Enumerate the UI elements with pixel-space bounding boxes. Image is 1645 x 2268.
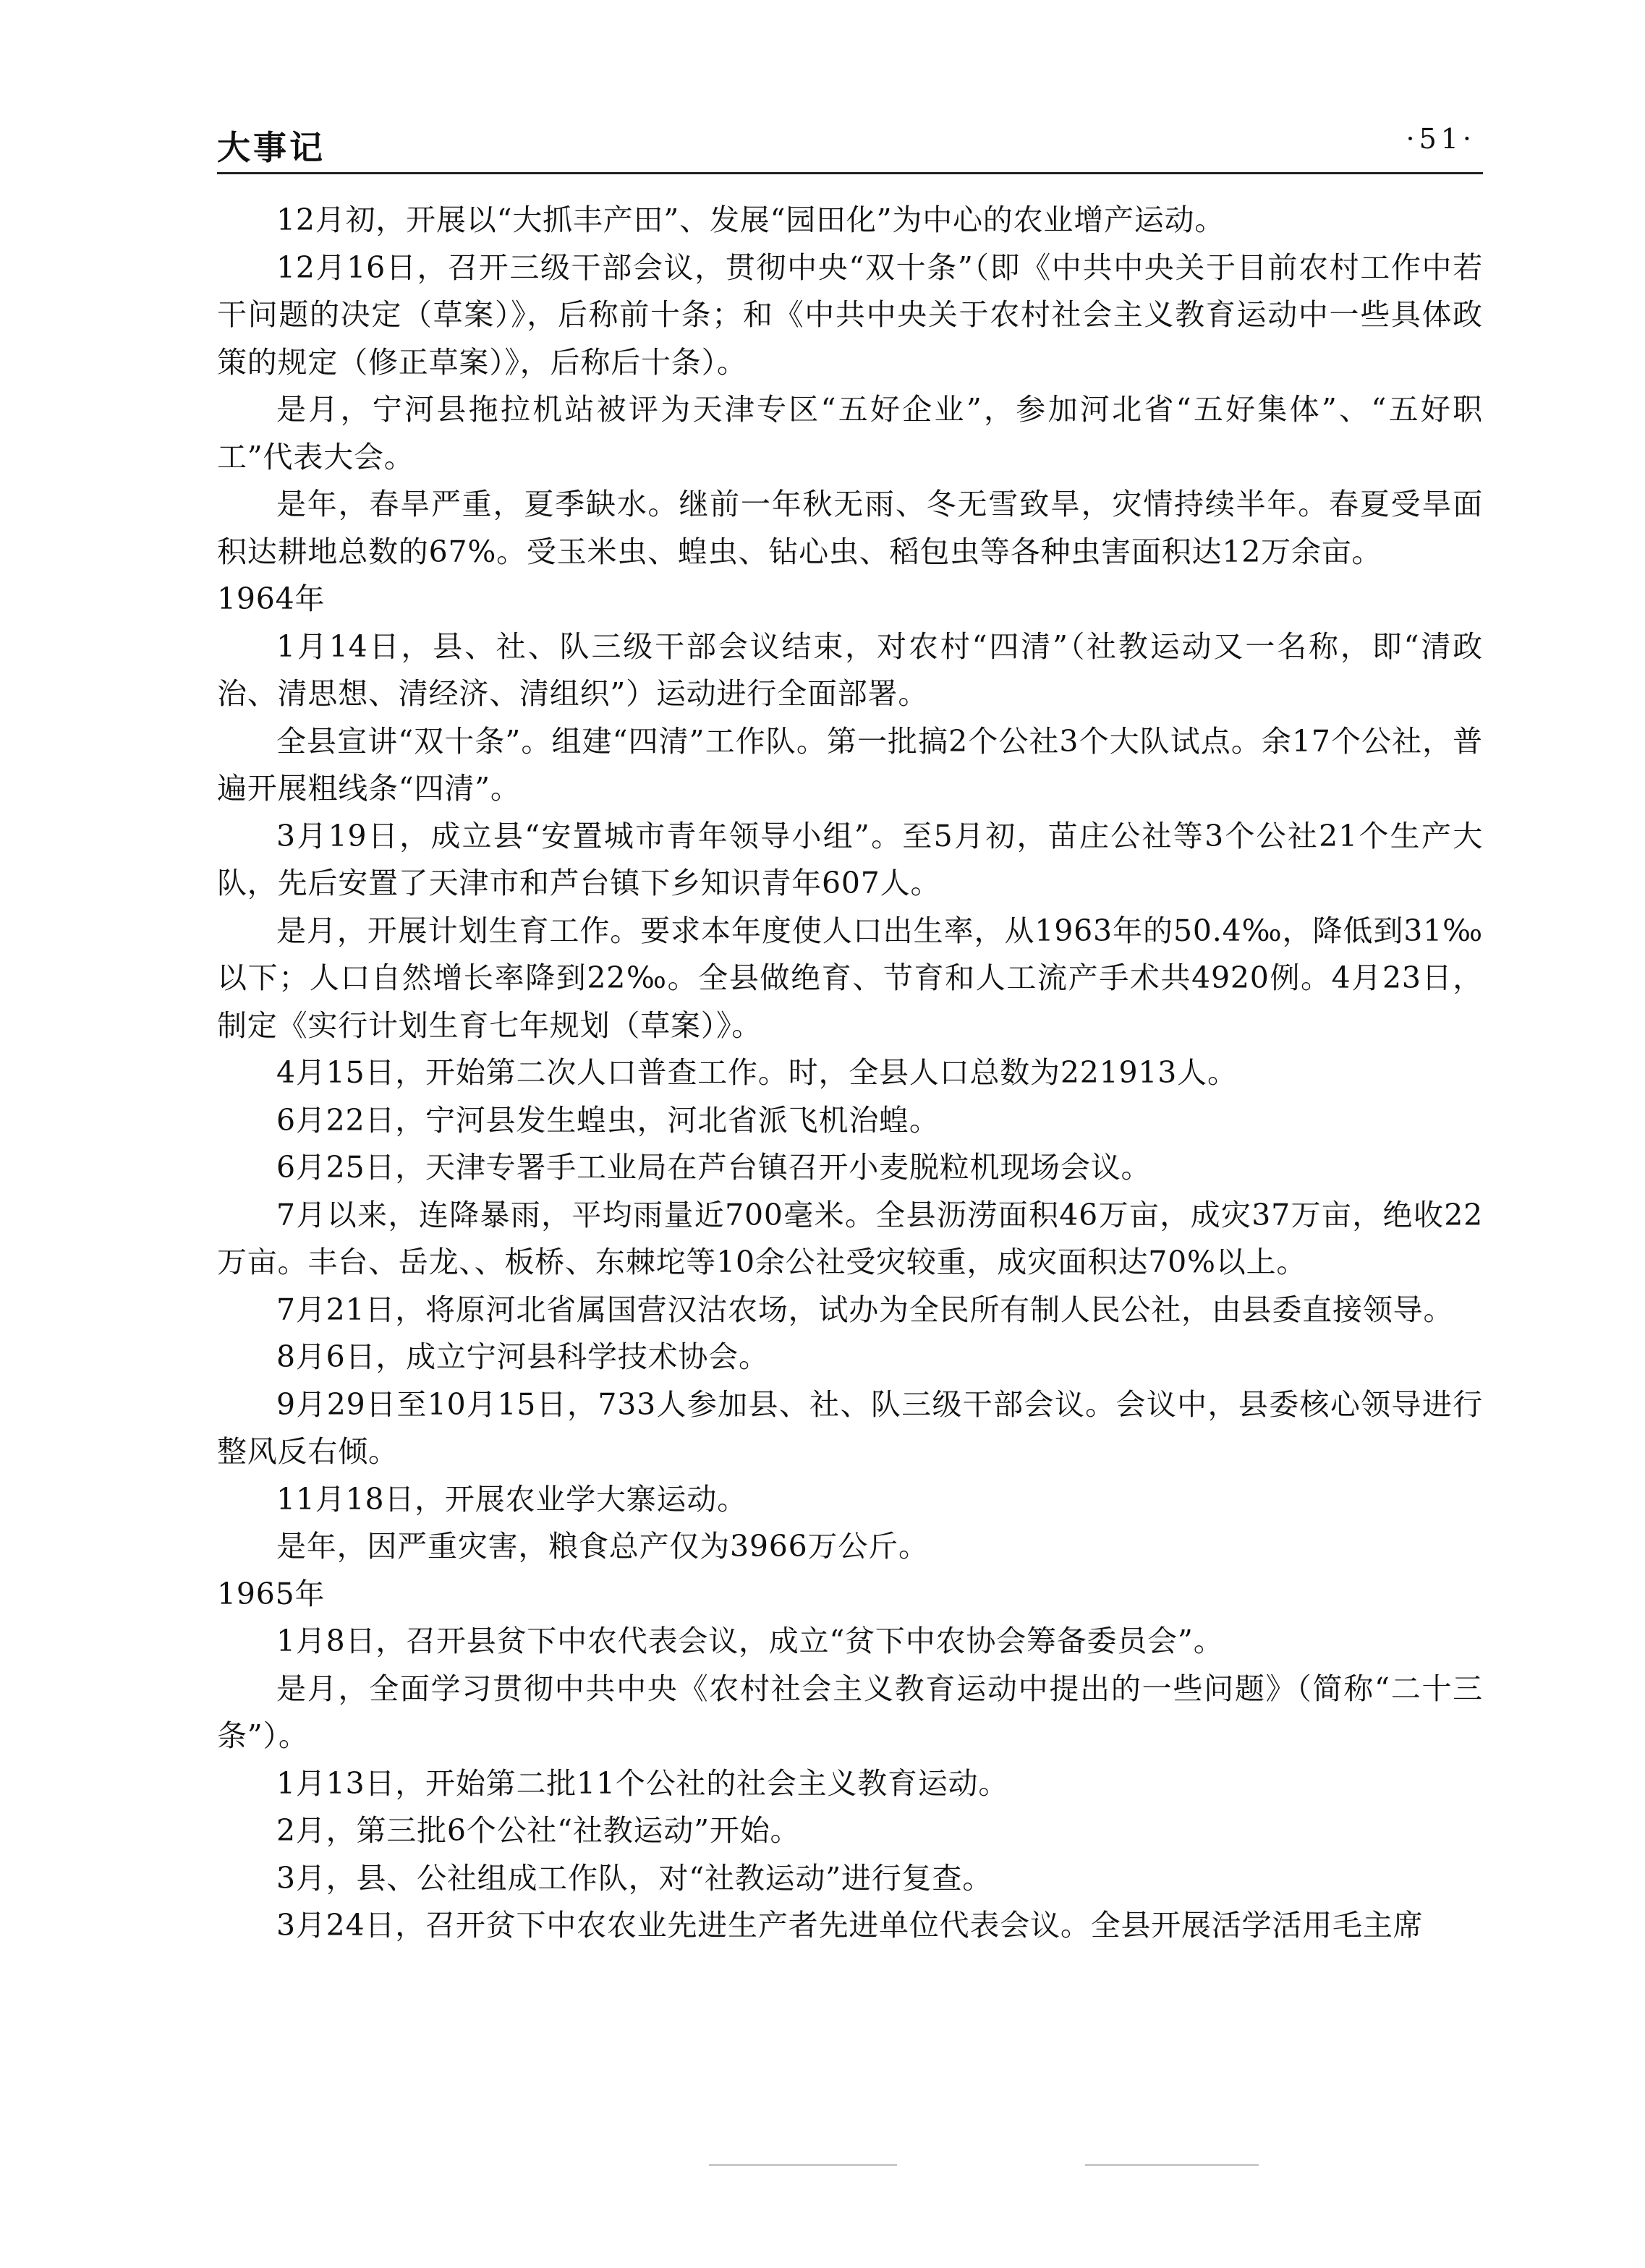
chronicle-entry: 1月8日，召开县贫下中农代表会议，成立“贫下中农协会筹备委员会”。 xyxy=(276,1624,1224,1658)
chronicle-entry: 6月25日，天津专署手工业局在芦台镇召开小麦脱粒机现场会议。 xyxy=(276,1150,1152,1185)
chronicle-entry: 2月，第三批6个公社“社教运动”开始。 xyxy=(276,1813,801,1848)
chronicle-entry: 1月14日，县、社、队三级干部会议结束，对农村“四清”（社教运动又一名称，即“清政治、清思想、清经济、清组织”）运动进行全面部署。 xyxy=(217,628,1483,711)
chronicle-entry: 11月18日，开展农业学大寨运动。 xyxy=(276,1481,747,1517)
running-title: 大事记 xyxy=(217,128,326,167)
scan-smudge xyxy=(709,2164,897,2166)
chronicle-entry: 12月16日，召开三级干部会议，贯彻中央“双十条”（即《中共中央关于目前农村工作中若干问题的决定（草案）》，后称前十条；和《中共中央关于农村社会主义教育运动中一些具体政策的规定（修正草案）》，后称后十条）。 xyxy=(217,250,1483,380)
chronicle-entry: 是月，开展计划生育工作。要求本年度使人口出生率，从1963年的50.4‰，降低到31‰以下；人口自然增长率降到22‰。全县做绝育、节育和人工流产手术共4920例。4月23日，制定《实行计划生育七年规划（草案）》。 xyxy=(217,913,1483,1043)
chronicle-entry: 3月19日，成立县“安置城市青年领导小组”。至5月初，苗庄公社等3个公社21个生产大队，先后安置了天津市和芦台镇下乡知识青年607人。 xyxy=(217,818,1483,900)
chronicle-entry: 7月以来，连降暴雨，平均雨量近700毫米。全县沥涝面积46万亩，成灾37万亩，绝收22万亩。丰台、岳龙、、板桥、东棘坨等10余公社受灾较重，成灾面积达70%以上。 xyxy=(217,1197,1483,1279)
chronicle-entry: 是月，宁河县拖拉机站被评为天津专区“五好企业”，参加河北省“五好集体”、“五好职工”代表大会。 xyxy=(217,392,1483,474)
chronicle-entry: 3月24日，召开贫下中农农业先进生产者先进单位代表会议。全县开展活学活用毛主席 xyxy=(276,1908,1424,1943)
chronicle-entry: 12月初，开展以“大抓丰产田”、发展“园田化”为中心的农业增产运动。 xyxy=(276,202,1225,237)
chronicle-body xyxy=(217,197,1483,1950)
running-header xyxy=(217,116,1483,166)
chronicle-entry: 3月，县、公社组成工作队，对“社教运动”进行复查。 xyxy=(276,1860,993,1896)
chronicle-entry: 是年，春旱严重，夏季缺水。继前一年秋无雨、冬无雪致旱，灾情持续半年。春夏受旱面积达耕地总数的67%。受玉米虫、蝗虫、钻心虫、稻包虫等各种虫害面积达12万余亩。 xyxy=(217,487,1483,569)
chronicle-entry: 全县宣讲“双十条”。组建“四清”工作队。第一批搞2个公社3个大队试点。余17个公社，普遍开展粗线条“四清”。 xyxy=(217,723,1483,806)
chronicle-entry: 6月22日，宁河县发生蝗虫，河北省派飞机治蝗。 xyxy=(276,1102,940,1138)
header-rule xyxy=(217,172,1483,174)
chronicle-entry: 4月15日，开始第二次人口普查工作。时，全县人口总数为221913人。 xyxy=(276,1055,1238,1090)
chronicle-entry: 1月13日，开始第二批11个公社的社会主义教育运动。 xyxy=(276,1765,1009,1801)
chronicle-entry: 是年，因严重灾害，粮食总产仅为3966万公斤。 xyxy=(276,1529,929,1564)
chronicle-entry: 是月，全面学习贯彻中共中央《农村社会主义教育运动中提出的一些问题》（简称“二十三条”）。 xyxy=(217,1671,1483,1753)
page-number: ·51· xyxy=(1406,123,1476,155)
chronicle-entry: 9月29日至10月15日，733人参加县、社、队三级干部会议。会议中，县委核心领导进行整风反右倾。 xyxy=(217,1386,1483,1469)
chronicle-entry: 8月6日，成立宁河县科学技术协会。 xyxy=(276,1339,769,1374)
year-heading: 1964年 xyxy=(217,581,326,616)
year-heading: 1965年 xyxy=(217,1576,326,1611)
scan-smudge xyxy=(1085,2164,1259,2166)
chronicle-entry: 7月21日，将原河北省属国营汉沽农场，试办为全民所有制人民公社，由县委直接领导。 xyxy=(276,1292,1454,1327)
